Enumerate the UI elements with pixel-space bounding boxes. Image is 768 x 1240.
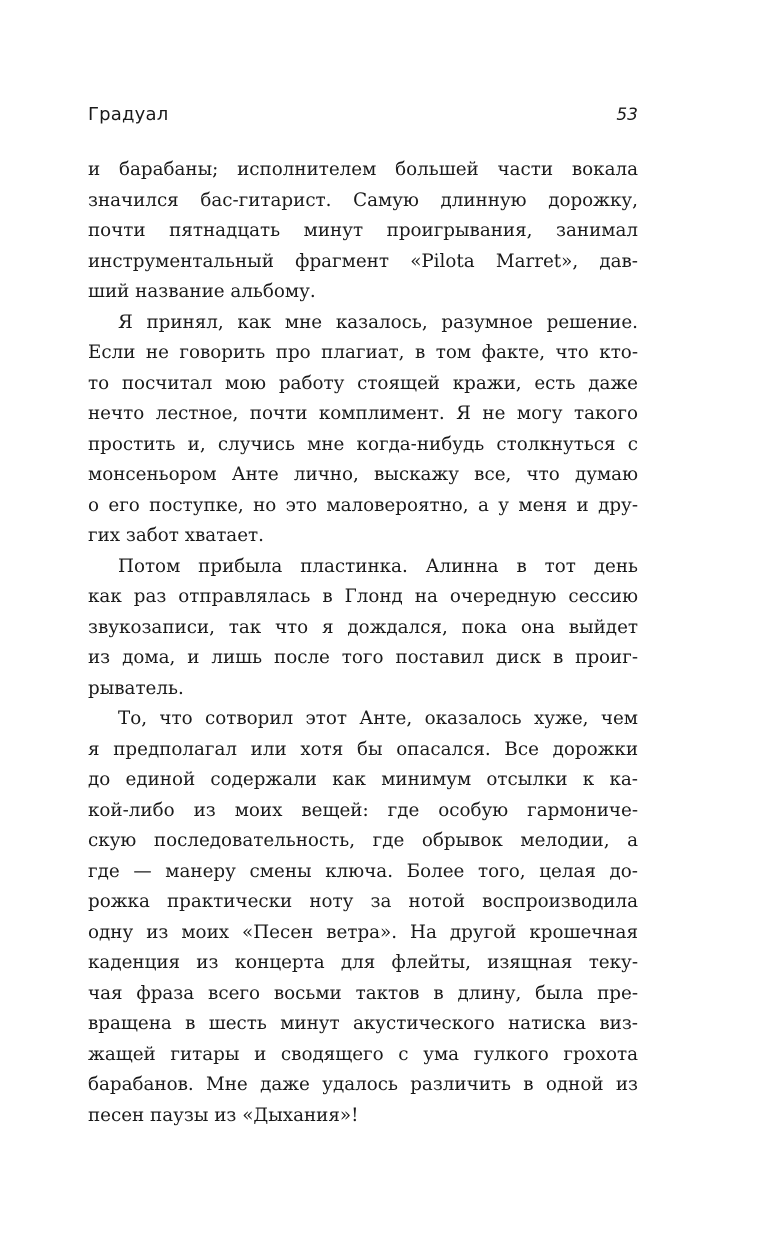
text-line: я предполагал или хотя бы опасался. Все дорожки bbox=[88, 738, 638, 760]
text-line: простить и, случись мне когда-нибудь столкнуться с bbox=[88, 433, 638, 455]
text-line: из дома, и лишь после того поставил диск в проиг- bbox=[88, 647, 638, 668]
text-line: Если не говорить про плагиат, в том факте, что кто- bbox=[88, 342, 638, 363]
text-line: скую последовательность, где обрывок мелодии, а bbox=[88, 830, 638, 851]
text-line: инструментальный фрагмент «Pilota Marret», дав- bbox=[88, 250, 638, 272]
body-text bbox=[88, 155, 638, 1131]
text-line: вращена в шесть минут акустического натиска виз- bbox=[88, 1013, 638, 1034]
text-line: чая фраза всего восьми тактов в длину, была пре- bbox=[88, 982, 638, 1004]
paragraph bbox=[88, 155, 638, 308]
text-line: песен паузы из «Дыхания»! bbox=[88, 1104, 359, 1126]
text-line: звукозаписи, так что я дождался, пока она выйдет bbox=[88, 616, 638, 638]
text-line: гих забот хватает. bbox=[88, 525, 264, 546]
text-line: то посчитал мою работу стоящей кражи, есть даже bbox=[88, 372, 638, 394]
text-line: жащей гитары и сводящего с ума гулкого грохота bbox=[88, 1043, 638, 1065]
text-line: монсеньором Анте лично, выскажу все, что думаю bbox=[88, 464, 638, 485]
text-line: рыватель. bbox=[88, 677, 184, 699]
text-line: и барабаны; исполнителем большей части вокала bbox=[88, 159, 638, 180]
text-line: рожка практически ноту за нотой воспроизводила bbox=[88, 891, 638, 912]
text-line: до единой содержали как минимум отсылки к ка- bbox=[88, 769, 638, 790]
text-line: значился бас-гитарист. Самую длинную дорожку, bbox=[88, 189, 638, 211]
chapter-title: Градуал bbox=[88, 104, 169, 125]
text-line: о его поступке, но это маловероятно, а у меня и дру- bbox=[88, 494, 638, 516]
running-header bbox=[88, 100, 638, 130]
text-line: как раз отправлялась в Глонд на очередную сессию bbox=[88, 586, 638, 607]
text-line: каденция из концерта для флейты, изящная теку- bbox=[88, 952, 638, 973]
paragraph bbox=[88, 308, 638, 552]
text-line: Я принял, как мне казалось, разумное решение. bbox=[118, 311, 638, 333]
text-line: почти пятнадцать минут проигрывания, занимал bbox=[88, 220, 638, 241]
paragraph bbox=[88, 552, 638, 705]
text-line: ший название альбому. bbox=[88, 281, 316, 302]
text-line: одну из моих «Песен ветра». На другой крошечная bbox=[88, 921, 638, 943]
text-line: кой-либо из моих вещей: где особую гармониче- bbox=[88, 799, 638, 821]
text-line: Потом прибыла пластинка. Алинна в тот день bbox=[118, 555, 638, 577]
page-number: 53 bbox=[616, 105, 638, 125]
text-line: где — манеру смены ключа. Более того, целая до- bbox=[88, 860, 638, 882]
paragraph bbox=[88, 704, 638, 1131]
text-line: То, что сотворил этот Анте, оказалось хуже, чем bbox=[118, 708, 638, 729]
text-line: барабанов. Мне даже удалось различить в одной из bbox=[88, 1074, 638, 1095]
text-line: нечто лестное, почти комплимент. Я не могу такого bbox=[88, 403, 638, 424]
